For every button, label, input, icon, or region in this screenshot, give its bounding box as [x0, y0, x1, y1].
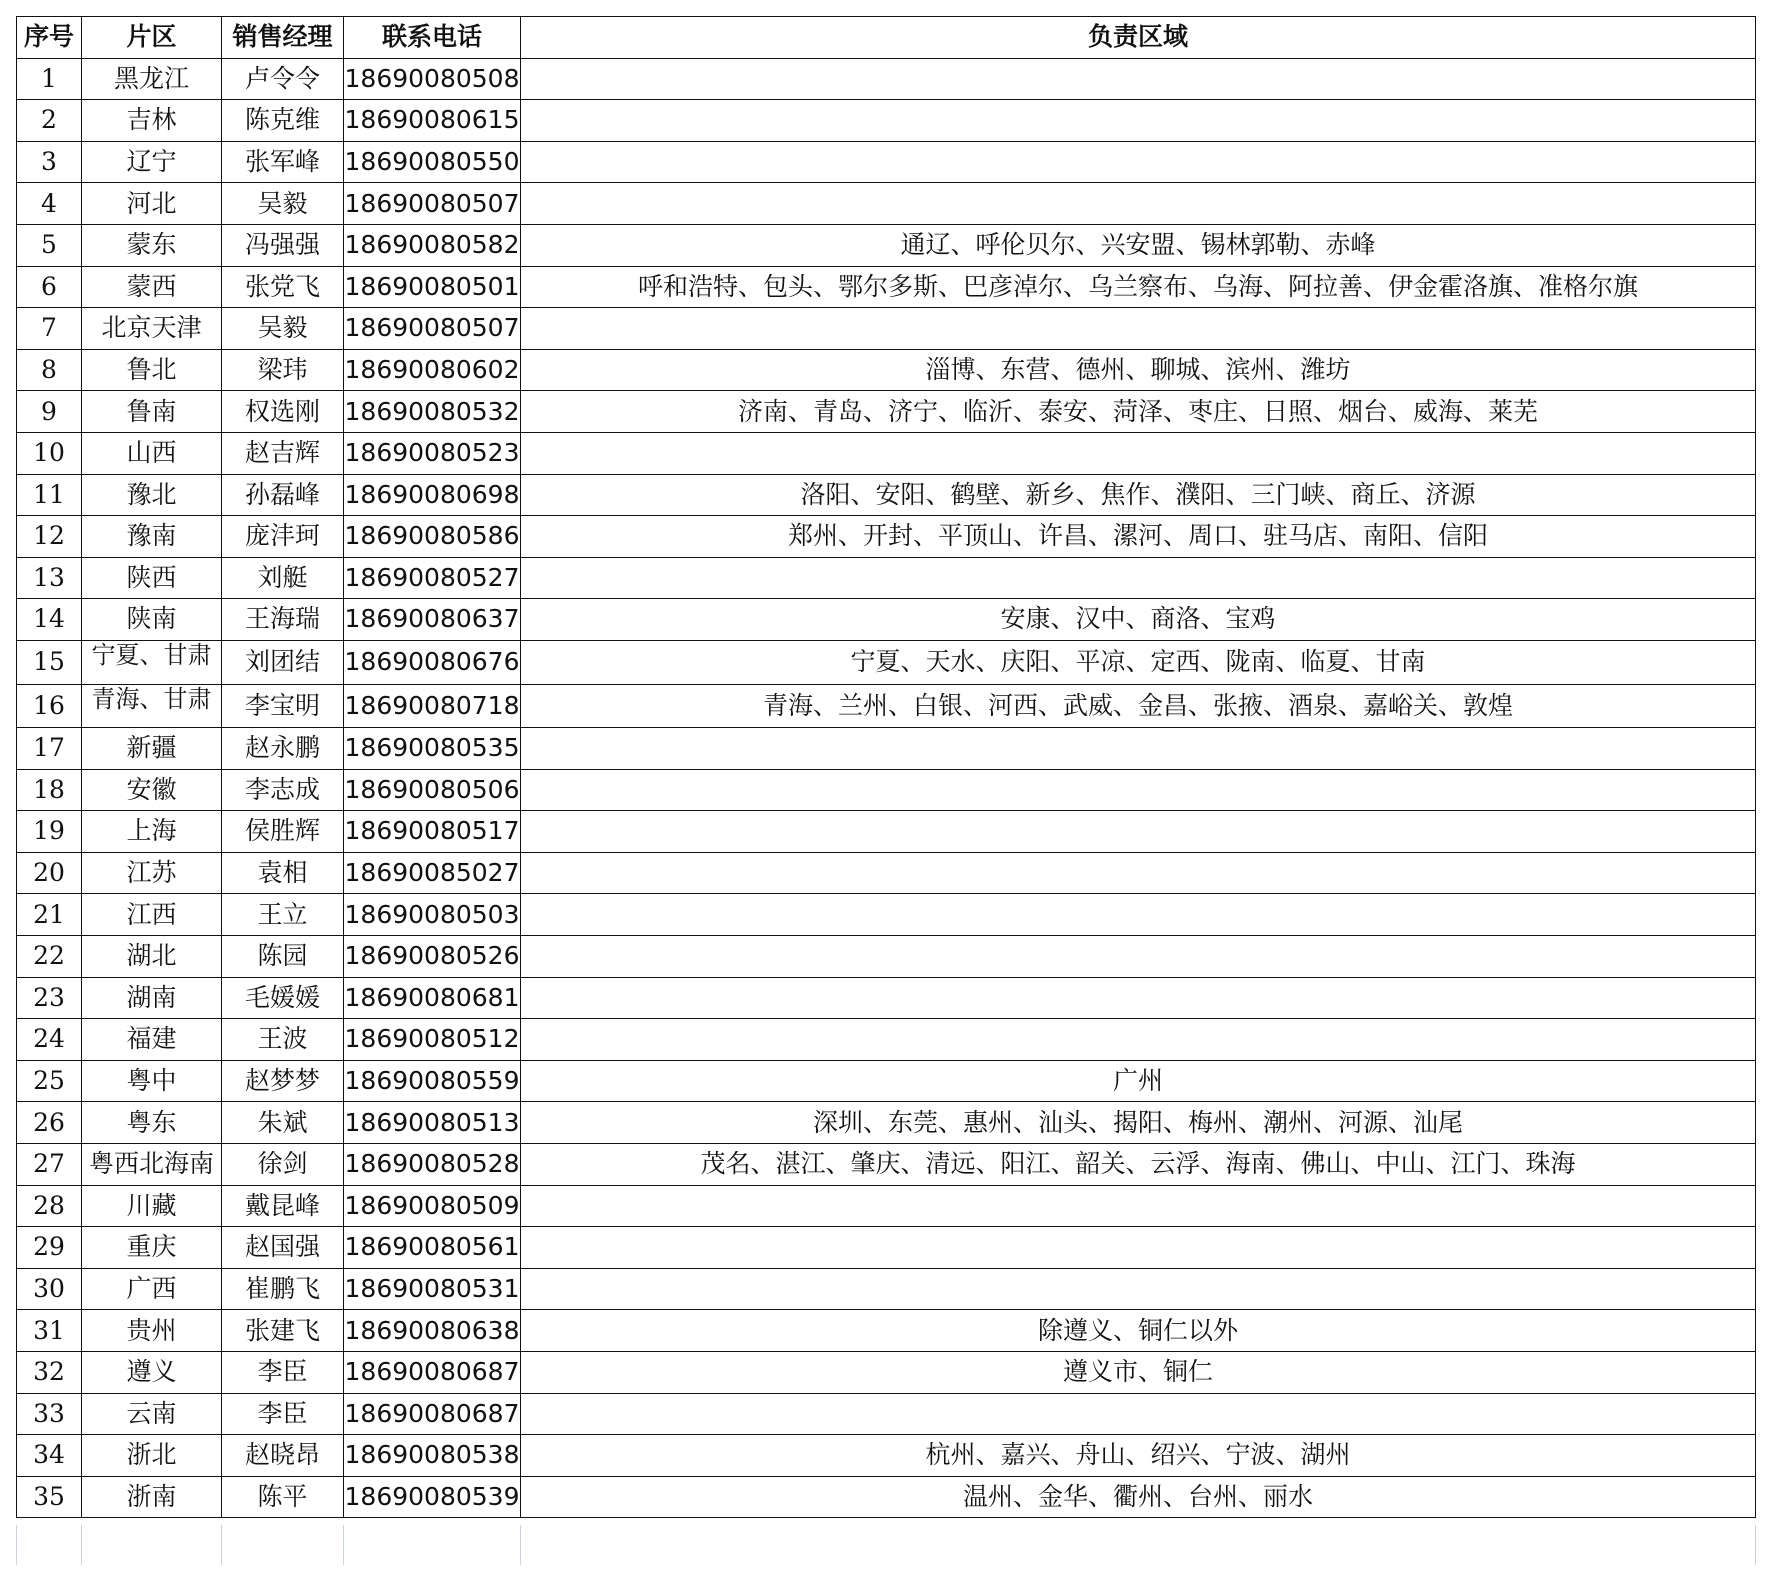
area-cell — [521, 769, 1756, 811]
region-cell: 广西 — [82, 1268, 222, 1310]
table-row — [17, 1060, 1756, 1102]
manager-cell: 赵国强 — [222, 1227, 344, 1269]
phone-cell: 18690080539 — [344, 1476, 521, 1518]
area-cell: 洛阳、安阳、鹤壁、新乡、焦作、濮阳、三门峡、商丘、济源 — [521, 474, 1756, 516]
table-row — [17, 1019, 1756, 1061]
manager-cell: 侯胜辉 — [222, 811, 344, 853]
row-index-cell: 24 — [17, 1019, 82, 1061]
region-cell: 川藏 — [82, 1185, 222, 1227]
region-cell: 贵州 — [82, 1310, 222, 1352]
region-cell: 吉林 — [82, 100, 222, 142]
area-cell — [521, 1227, 1756, 1269]
header-index: 序号 — [17, 17, 82, 59]
area-cell: 安康、汉中、商洛、宝鸡 — [521, 599, 1756, 641]
region-cell: 陕西 — [82, 557, 222, 599]
region-cell: 云南 — [82, 1393, 222, 1435]
area-cell — [521, 183, 1756, 225]
table-row — [17, 224, 1756, 266]
area-cell: 除遵义、铜仁以外 — [521, 1310, 1756, 1352]
phone-cell: 18690080508 — [344, 58, 521, 100]
table-row — [17, 516, 1756, 558]
phone-cell: 18690080681 — [344, 977, 521, 1019]
row-index-cell: 2 — [17, 100, 82, 142]
table-row — [17, 266, 1756, 308]
manager-cell: 权选刚 — [222, 391, 344, 433]
table-row — [17, 141, 1756, 183]
row-index-cell: 33 — [17, 1393, 82, 1435]
manager-cell: 李臣 — [222, 1393, 344, 1435]
area-cell — [521, 852, 1756, 894]
region-cell: 安徽 — [82, 769, 222, 811]
phone-cell: 18690085027 — [344, 852, 521, 894]
manager-cell: 袁相 — [222, 852, 344, 894]
manager-cell: 王立 — [222, 894, 344, 936]
manager-cell: 陈园 — [222, 936, 344, 978]
row-index-cell: 5 — [17, 224, 82, 266]
phone-cell: 18690080687 — [344, 1393, 521, 1435]
manager-cell: 赵晓昂 — [222, 1435, 344, 1477]
row-index-cell: 27 — [17, 1144, 82, 1186]
phone-cell: 18690080582 — [344, 224, 521, 266]
manager-cell: 朱斌 — [222, 1102, 344, 1144]
region-cell: 粤中 — [82, 1060, 222, 1102]
area-cell — [521, 894, 1756, 936]
phone-cell: 18690080501 — [344, 266, 521, 308]
region-cell: 黑龙江 — [82, 58, 222, 100]
phone-cell: 18690080517 — [344, 811, 521, 853]
region-cell: 江苏 — [82, 852, 222, 894]
row-index-cell: 8 — [17, 349, 82, 391]
region-cell: 北京天津 — [82, 308, 222, 350]
area-cell — [521, 58, 1756, 100]
phone-cell: 18690080718 — [344, 684, 521, 728]
area-cell: 通辽、呼伦贝尔、兴安盟、锡林郭勒、赤峰 — [521, 224, 1756, 266]
table-row — [17, 977, 1756, 1019]
phone-cell: 18690080532 — [344, 391, 521, 433]
phone-cell: 18690080527 — [344, 557, 521, 599]
manager-cell: 陈克维 — [222, 100, 344, 142]
table-row — [17, 308, 1756, 350]
phone-cell: 18690080528 — [344, 1144, 521, 1186]
area-cell: 广州 — [521, 1060, 1756, 1102]
phone-cell: 18690080503 — [344, 894, 521, 936]
area-cell — [521, 811, 1756, 853]
phone-cell: 18690080615 — [344, 100, 521, 142]
region-cell: 辽宁 — [82, 141, 222, 183]
row-index-cell: 29 — [17, 1227, 82, 1269]
area-cell: 深圳、东莞、惠州、汕头、揭阳、梅州、潮州、河源、汕尾 — [521, 1102, 1756, 1144]
phone-cell: 18690080523 — [344, 432, 521, 474]
row-index-cell: 22 — [17, 936, 82, 978]
area-cell: 茂名、湛江、肇庆、清远、阳江、韶关、云浮、海南、佛山、中山、江门、珠海 — [521, 1144, 1756, 1186]
table-row — [17, 557, 1756, 599]
area-cell — [521, 728, 1756, 770]
table-row — [17, 852, 1756, 894]
manager-cell: 孙磊峰 — [222, 474, 344, 516]
area-cell: 遵义市、铜仁 — [521, 1352, 1756, 1394]
area-cell — [521, 936, 1756, 978]
row-index-cell: 25 — [17, 1060, 82, 1102]
region-cell: 上海 — [82, 811, 222, 853]
row-index-cell: 30 — [17, 1268, 82, 1310]
table-row — [17, 1268, 1756, 1310]
manager-cell: 李臣 — [222, 1352, 344, 1394]
area-cell — [521, 100, 1756, 142]
region-cell: 浙北 — [82, 1435, 222, 1477]
table-row — [17, 769, 1756, 811]
row-index-cell: 28 — [17, 1185, 82, 1227]
table-row — [17, 391, 1756, 433]
region-cell: 宁夏、甘肃 — [82, 640, 222, 684]
phone-cell: 18690080506 — [344, 769, 521, 811]
area-cell: 呼和浩特、包头、鄂尔多斯、巴彦淖尔、乌兰察布、乌海、阿拉善、伊金霍洛旗、准格尔旗 — [521, 266, 1756, 308]
table-row — [17, 1227, 1756, 1269]
phone-cell: 18690080526 — [344, 936, 521, 978]
row-index-cell: 9 — [17, 391, 82, 433]
region-cell: 陕南 — [82, 599, 222, 641]
row-index-cell: 10 — [17, 432, 82, 474]
phone-cell: 18690080531 — [344, 1268, 521, 1310]
region-cell: 豫南 — [82, 516, 222, 558]
table-row — [17, 811, 1756, 853]
manager-cell: 李志成 — [222, 769, 344, 811]
region-cell: 山西 — [82, 432, 222, 474]
row-index-cell: 4 — [17, 183, 82, 225]
area-cell — [521, 1268, 1756, 1310]
area-cell — [521, 1185, 1756, 1227]
table-row — [17, 432, 1756, 474]
header-manager: 销售经理 — [222, 17, 344, 59]
row-index-cell: 21 — [17, 894, 82, 936]
table-row — [17, 1185, 1756, 1227]
row-index-cell: 6 — [17, 266, 82, 308]
phone-cell: 18690080637 — [344, 599, 521, 641]
phone-cell: 18690080538 — [344, 1435, 521, 1477]
row-index-cell: 14 — [17, 599, 82, 641]
area-cell: 宁夏、天水、庆阳、平凉、定西、陇南、临夏、甘南 — [521, 640, 1756, 684]
region-cell: 豫北 — [82, 474, 222, 516]
phone-cell: 18690080535 — [344, 728, 521, 770]
phone-cell: 18690080561 — [344, 1227, 521, 1269]
area-cell: 济南、青岛、济宁、临沂、泰安、菏泽、枣庄、日照、烟台、威海、莱芜 — [521, 391, 1756, 433]
phone-cell: 18690080512 — [344, 1019, 521, 1061]
phone-cell: 18690080698 — [344, 474, 521, 516]
region-cell: 蒙东 — [82, 224, 222, 266]
area-cell: 淄博、东营、德州、聊城、滨州、潍坊 — [521, 349, 1756, 391]
manager-cell: 刘团结 — [222, 640, 344, 684]
row-index-cell: 7 — [17, 308, 82, 350]
manager-cell: 陈平 — [222, 1476, 344, 1518]
area-cell — [521, 1393, 1756, 1435]
phone-cell: 18690080507 — [344, 183, 521, 225]
region-cell: 鲁南 — [82, 391, 222, 433]
region-cell: 蒙西 — [82, 266, 222, 308]
area-cell: 杭州、嘉兴、舟山、绍兴、宁波、湖州 — [521, 1435, 1756, 1477]
manager-cell: 庞沣珂 — [222, 516, 344, 558]
row-index-cell: 35 — [17, 1476, 82, 1518]
row-index-cell: 31 — [17, 1310, 82, 1352]
table-row — [17, 1393, 1756, 1435]
table-row — [17, 684, 1756, 728]
region-cell: 粤西北海南 — [82, 1144, 222, 1186]
region-cell: 新疆 — [82, 728, 222, 770]
manager-cell: 王海瑞 — [222, 599, 344, 641]
phone-cell: 18690080550 — [344, 141, 521, 183]
manager-cell: 吴毅 — [222, 308, 344, 350]
grid-line — [343, 1525, 344, 1565]
region-cell: 河北 — [82, 183, 222, 225]
area-cell — [521, 141, 1756, 183]
table-row — [17, 58, 1756, 100]
area-cell — [521, 308, 1756, 350]
manager-cell: 徐剑 — [222, 1144, 344, 1186]
region-cell: 遵义 — [82, 1352, 222, 1394]
row-index-cell: 26 — [17, 1102, 82, 1144]
table-row — [17, 100, 1756, 142]
row-index-cell: 15 — [17, 640, 82, 684]
manager-cell: 崔鹏飞 — [222, 1268, 344, 1310]
row-index-cell: 17 — [17, 728, 82, 770]
grid-line — [221, 1525, 222, 1565]
table-row — [17, 1102, 1756, 1144]
header-phone: 联系电话 — [344, 17, 521, 59]
area-cell: 温州、金华、衢州、台州、丽水 — [521, 1476, 1756, 1518]
phone-cell: 18690080513 — [344, 1102, 521, 1144]
region-cell: 浙南 — [82, 1476, 222, 1518]
table-row — [17, 1435, 1756, 1477]
manager-cell: 张军峰 — [222, 141, 344, 183]
region-cell: 湖南 — [82, 977, 222, 1019]
row-index-cell: 11 — [17, 474, 82, 516]
phone-cell: 18690080602 — [344, 349, 521, 391]
sales-manager-table — [16, 16, 1756, 1518]
grid-line — [16, 1525, 17, 1565]
row-index-cell: 16 — [17, 684, 82, 728]
manager-cell: 刘艇 — [222, 557, 344, 599]
area-cell — [521, 1019, 1756, 1061]
manager-cell: 冯强强 — [222, 224, 344, 266]
manager-cell: 李宝明 — [222, 684, 344, 728]
table-row — [17, 1476, 1756, 1518]
phone-cell: 18690080687 — [344, 1352, 521, 1394]
manager-cell: 戴昆峰 — [222, 1185, 344, 1227]
table-row — [17, 640, 1756, 684]
header-area: 负责区域 — [521, 17, 1756, 59]
manager-cell: 赵永鹏 — [222, 728, 344, 770]
region-cell: 江西 — [82, 894, 222, 936]
table-row — [17, 1310, 1756, 1352]
manager-cell: 卢令令 — [222, 58, 344, 100]
sales-manager-sheet — [16, 16, 1756, 1518]
row-index-cell: 1 — [17, 58, 82, 100]
row-index-cell: 18 — [17, 769, 82, 811]
manager-cell: 张建飞 — [222, 1310, 344, 1352]
phone-cell: 18690080676 — [344, 640, 521, 684]
row-index-cell: 20 — [17, 852, 82, 894]
row-index-cell: 32 — [17, 1352, 82, 1394]
area-cell — [521, 557, 1756, 599]
table-row — [17, 936, 1756, 978]
manager-cell: 王波 — [222, 1019, 344, 1061]
region-cell: 湖北 — [82, 936, 222, 978]
table-row — [17, 599, 1756, 641]
region-cell: 鲁北 — [82, 349, 222, 391]
region-cell: 青海、甘肃 — [82, 684, 222, 728]
row-index-cell: 34 — [17, 1435, 82, 1477]
table-row — [17, 894, 1756, 936]
phone-cell: 18690080559 — [344, 1060, 521, 1102]
table-row — [17, 474, 1756, 516]
area-cell — [521, 432, 1756, 474]
phone-cell: 18690080509 — [344, 1185, 521, 1227]
grid-line — [520, 1525, 521, 1565]
grid-line — [1755, 1525, 1756, 1565]
row-index-cell: 12 — [17, 516, 82, 558]
manager-cell: 赵吉辉 — [222, 432, 344, 474]
manager-cell: 吴毅 — [222, 183, 344, 225]
region-cell: 重庆 — [82, 1227, 222, 1269]
manager-cell: 梁玮 — [222, 349, 344, 391]
phone-cell: 18690080586 — [344, 516, 521, 558]
region-cell: 福建 — [82, 1019, 222, 1061]
region-cell: 粤东 — [82, 1102, 222, 1144]
header-row — [17, 17, 1756, 59]
area-cell: 郑州、开封、平顶山、许昌、漯河、周口、驻马店、南阳、信阳 — [521, 516, 1756, 558]
row-index-cell: 3 — [17, 141, 82, 183]
row-index-cell: 13 — [17, 557, 82, 599]
table-row — [17, 1352, 1756, 1394]
row-index-cell: 23 — [17, 977, 82, 1019]
manager-cell: 赵梦梦 — [222, 1060, 344, 1102]
table-row — [17, 183, 1756, 225]
table-body — [17, 58, 1756, 1518]
table-row — [17, 1144, 1756, 1186]
phone-cell: 18690080507 — [344, 308, 521, 350]
grid-line — [81, 1525, 82, 1565]
area-cell — [521, 977, 1756, 1019]
manager-cell: 毛媛媛 — [222, 977, 344, 1019]
phone-cell: 18690080638 — [344, 1310, 521, 1352]
header-region: 片区 — [82, 17, 222, 59]
row-index-cell: 19 — [17, 811, 82, 853]
area-cell: 青海、兰州、白银、河西、武威、金昌、张掖、酒泉、嘉峪关、敦煌 — [521, 684, 1756, 728]
table-row — [17, 728, 1756, 770]
table-row — [17, 349, 1756, 391]
manager-cell: 张党飞 — [222, 266, 344, 308]
